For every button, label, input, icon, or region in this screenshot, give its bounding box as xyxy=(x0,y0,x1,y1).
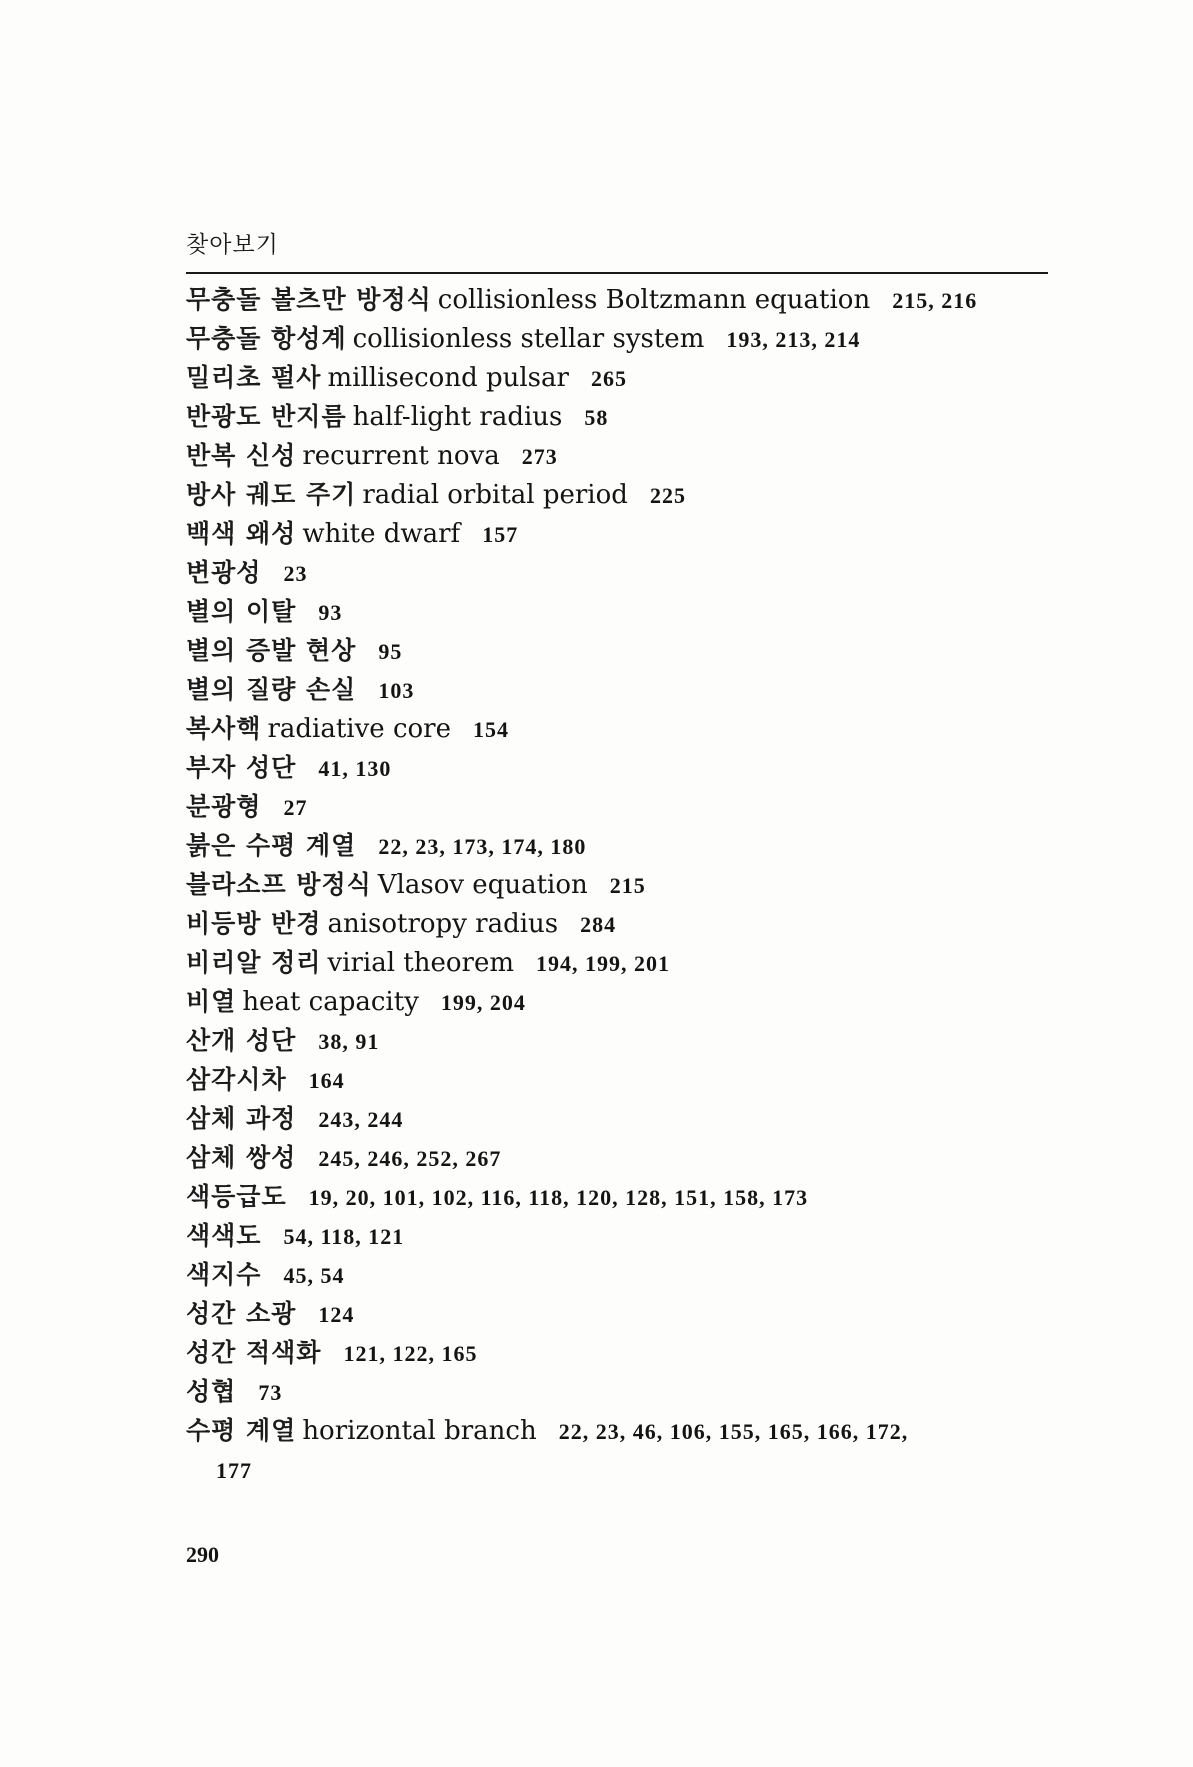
index-page-refs: 245, 246, 252, 267 xyxy=(318,1146,502,1171)
index-term-english: radiative core xyxy=(267,714,451,744)
index-entry xyxy=(186,280,1066,319)
index-entry xyxy=(186,631,1066,670)
running-head: 찾아보기 xyxy=(186,232,279,258)
index-term-korean: 반복 신성 xyxy=(186,441,297,470)
index-term-english: collisionless Boltzmann equation xyxy=(437,285,871,315)
index-page-refs: 93 xyxy=(318,600,343,625)
index-page-refs: 22, 23, 173, 174, 180 xyxy=(378,834,587,859)
index-term-english: white dwarf xyxy=(302,519,461,549)
index-entry xyxy=(186,709,1066,748)
index-term-korean: 복사핵 xyxy=(186,714,262,743)
index-entry xyxy=(186,553,1066,592)
index-entry xyxy=(186,475,1066,514)
index-entry xyxy=(186,748,1066,787)
index-term-korean: 색지수 xyxy=(186,1260,262,1289)
index-term-korean: 수평 계열 xyxy=(186,1416,297,1445)
index-entry xyxy=(186,1138,1066,1177)
index-term-english: recurrent nova xyxy=(302,441,500,471)
index-term-english: collisionless stellar system xyxy=(352,324,705,354)
index-page-refs: 215 xyxy=(609,873,646,898)
index-page-refs: 22, 23, 46, 106, 155, 165, 166, 172, xyxy=(558,1419,909,1444)
index-page-refs: 19, 20, 101, 102, 116, 118, 120, 128, 151, 158, 173 xyxy=(308,1185,809,1210)
index-term-korean: 비열 xyxy=(186,987,237,1016)
index-term-korean: 백색 왜성 xyxy=(186,519,297,548)
index-entry xyxy=(186,904,1066,943)
index-page-refs: 58 xyxy=(584,405,609,430)
index-page-refs: 194, 199, 201 xyxy=(536,951,671,976)
index-page-refs: 45, 54 xyxy=(283,1263,345,1288)
index-entry xyxy=(186,943,1066,982)
index-entry xyxy=(186,436,1066,475)
index-term-korean: 삼체 과정 xyxy=(186,1104,297,1133)
index-term-english: heat capacity xyxy=(242,987,419,1017)
index-term-korean: 성간 적색화 xyxy=(186,1338,322,1367)
index-page-refs: 23 xyxy=(283,561,308,586)
index-term-korean: 비리알 정리 xyxy=(186,948,322,977)
index-term-korean: 별의 증발 현상 xyxy=(186,636,357,665)
index-page-refs: 95 xyxy=(378,639,403,664)
index-page-refs: 41, 130 xyxy=(318,756,392,781)
index-term-korean: 비등방 반경 xyxy=(186,909,322,938)
index-term-english: radial orbital period xyxy=(362,480,628,510)
index-entry xyxy=(186,397,1066,436)
index-term-korean: 변광성 xyxy=(186,558,262,587)
index-entry xyxy=(186,826,1066,865)
index-entry xyxy=(186,592,1066,631)
index-entry xyxy=(186,1333,1066,1372)
index-entry xyxy=(186,1177,1066,1216)
index-page-refs: 27 xyxy=(283,795,308,820)
index-page-refs: 193, 213, 214 xyxy=(726,327,861,352)
index-term-korean: 밀리초 펄사 xyxy=(186,363,322,392)
index-term-english: virial theorem xyxy=(327,948,515,978)
header-rule xyxy=(186,272,1048,274)
index-page-refs: 225 xyxy=(649,483,686,508)
index-page-refs: 157 xyxy=(482,522,519,547)
index-page-refs: 273 xyxy=(521,444,558,469)
index-entry xyxy=(186,514,1066,553)
index-term-korean: 색등급도 xyxy=(186,1182,287,1211)
index-term-korean: 무충돌 볼츠만 방정식 xyxy=(186,285,432,314)
index-entry xyxy=(186,1216,1066,1255)
index-term-korean: 무충돌 항성계 xyxy=(186,324,347,353)
index-term-korean: 색색도 xyxy=(186,1221,262,1250)
index-page-refs-continued: 177 xyxy=(216,1458,252,1483)
index-page-refs: 284 xyxy=(580,912,617,937)
index-page-refs: 38, 91 xyxy=(318,1029,380,1054)
index-term-korean: 반광도 반지름 xyxy=(186,402,347,431)
index-page-refs: 103 xyxy=(378,678,415,703)
index-entry xyxy=(186,319,1066,358)
index-term-korean: 성협 xyxy=(186,1377,237,1406)
index-entry xyxy=(186,670,1066,709)
index-page-refs: 121, 122, 165 xyxy=(343,1341,478,1366)
index-entry xyxy=(186,1060,1066,1099)
index-entry xyxy=(186,787,1066,826)
index-term-korean: 성간 소광 xyxy=(186,1299,297,1328)
index-entry xyxy=(186,1294,1066,1333)
index-page-refs: 243, 244 xyxy=(318,1107,404,1132)
index-page-refs: 164 xyxy=(308,1068,345,1093)
index-term-english: anisotropy radius xyxy=(327,909,559,939)
index-term-korean: 방사 궤도 주기 xyxy=(186,480,357,509)
index-entry xyxy=(186,1411,1066,1490)
page-number: 290 xyxy=(186,1542,219,1567)
index-term-korean: 블라소프 방정식 xyxy=(186,870,372,899)
index-entry xyxy=(186,865,1066,904)
index-term-korean: 삼체 쌍성 xyxy=(186,1143,297,1172)
index-page-refs: 124 xyxy=(318,1302,355,1327)
index-term-korean: 붉은 수평 계열 xyxy=(186,831,357,860)
index-term-korean: 분광형 xyxy=(186,792,262,821)
index-entry xyxy=(186,1255,1066,1294)
index-page-refs: 199, 204 xyxy=(440,990,526,1015)
index-entry xyxy=(186,1021,1066,1060)
index-entry xyxy=(186,982,1066,1021)
index-term-korean: 산개 성단 xyxy=(186,1026,297,1055)
index-term-english: millisecond pulsar xyxy=(327,363,569,393)
index-page-refs: 154 xyxy=(472,717,509,742)
index-entry xyxy=(186,1372,1066,1411)
index-entry xyxy=(186,1099,1066,1138)
index-term-korean: 삼각시차 xyxy=(186,1065,287,1094)
index-page-refs: 265 xyxy=(590,366,627,391)
index-entry xyxy=(186,358,1066,397)
index-term-english: Vlasov equation xyxy=(377,870,588,900)
index-term-korean: 별의 이탈 xyxy=(186,597,297,626)
index-term-english: half-light radius xyxy=(352,402,563,432)
index-term-korean: 별의 질량 손실 xyxy=(186,675,357,704)
index-page-refs: 73 xyxy=(258,1380,283,1405)
index-term-english: horizontal branch xyxy=(302,1416,537,1446)
index-entry-list xyxy=(186,280,1066,1490)
index-page-refs: 215, 216 xyxy=(892,288,978,313)
index-page-refs: 54, 118, 121 xyxy=(283,1224,405,1249)
index-term-korean: 부자 성단 xyxy=(186,753,297,782)
